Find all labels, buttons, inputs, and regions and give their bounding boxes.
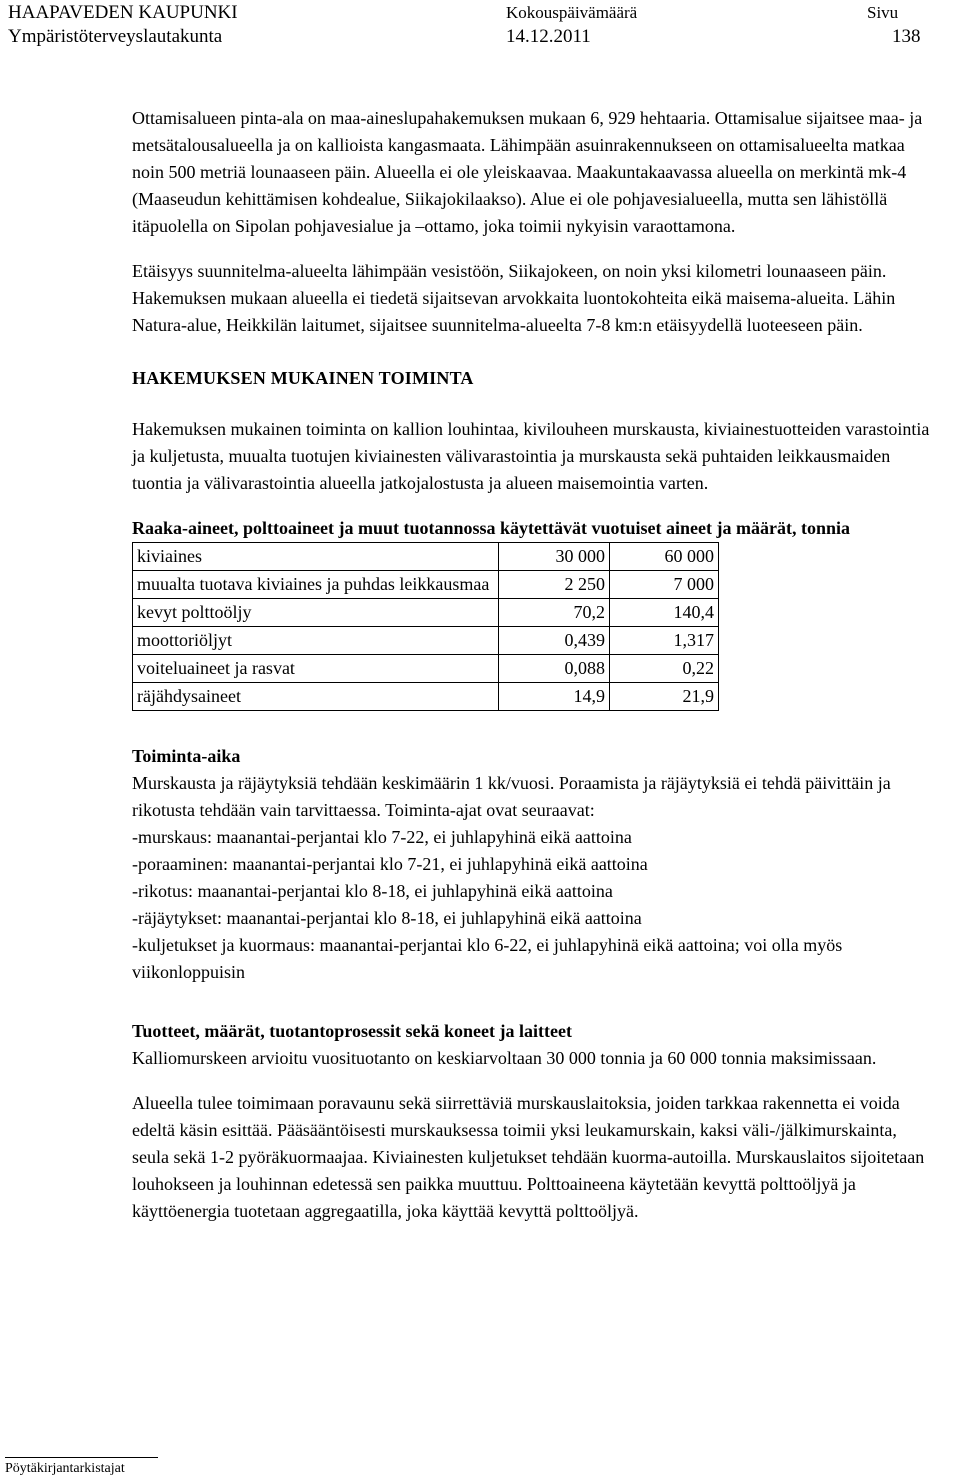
table-row <box>133 627 719 655</box>
amount-value: 70,2 <box>499 599 610 627</box>
operating-time-text: Murskausta ja räjäytyksiä tehdään keskimäärin 1 kk/vuosi. Poraamista ja räjäytyksiä ei tehdä päivittäin ja rikotusta tehdään vain tarvittaessa. Toiminta-ajat ovat seuraavat: <box>132 773 891 820</box>
amount-max-value: 140,4 <box>610 599 719 627</box>
footer-divider <box>5 1457 158 1458</box>
table-row <box>133 683 719 711</box>
paragraph-distances: Etäisyys suunnitelma-alueelta lähimpään vesistöön, Siikajokeen, on noin yksi kilometri lounaaseen päin. Hakemuksen mukaan alueella ei tiedetä sijaitsevan arvokkaita luontokohteita eikä maisema-alueita. Lähin Natura-alue, Heikkilän laitumet, sijaitsee suunnitelma-alueelta 7-8 km:n etäisyydellä luoteeseen päin. <box>132 261 896 335</box>
document-body <box>132 105 932 1225</box>
paragraph-area-description: Ottamisalueen pinta-ala on maa-aineslupahakemuksen mukaan 6, 929 hehtaaria. Ottamisalue sijaitsee maa- ja metsätalousalueella ja on kallioista kangasmaata. Lähimpään asuinrakennukseen on ottamisalueelta matkaa noin 500 metriä lounaaseen päin. Alueella ei ole yleiskaavaa. Maakuntakaavassa alueella on merkintä mk-4 (Maaseudun kehittämisen kohdealue, Siikajokilaakso). Alue ei ole pohjavesialueella, mutta sen lähistöllä itäpuolella on Sipolan pohjavesialue ja –ottamo, joka toimii nykyisin varaottamona. <box>132 108 923 236</box>
table-row <box>133 599 719 627</box>
page-label: Sivu <box>867 3 899 22</box>
products-paragraph: Kalliomurskeen arvioitu vuosituotanto on keskiarvoltaan 30 000 tonnia ja 60 000 tonnia maksimissaan. <box>132 1048 877 1068</box>
table-heading: Raaka-aineet, polttoaineet ja muut tuotannossa käytettävät vuotuiset aineet ja määrät, tonnia <box>132 518 850 538</box>
section-title: HAKEMUKSEN MUKAINEN TOIMINTA <box>132 368 474 388</box>
amount-max-value: 60 000 <box>610 543 719 571</box>
amount-value: 0,439 <box>499 627 610 655</box>
operating-time-heading: Toiminta-aika <box>132 746 241 766</box>
amount-max-value: 1,317 <box>610 627 719 655</box>
operating-time-item: -poraaminen: maanantai-perjantai klo 7-21, ei juhlapyhinä eikä aattoina <box>132 854 648 874</box>
operating-time-item: -murskaus: maanantai-perjantai klo 7-22, ei juhlapyhinä eikä aattoina <box>132 827 632 847</box>
materials-table <box>132 542 719 711</box>
amount-max-value: 0,22 <box>610 655 719 683</box>
meeting-date-label: Kokouspäivämäärä <box>506 3 638 22</box>
amount-max-value: 7 000 <box>610 571 719 599</box>
products-paragraph-machinery: Alueella tulee toimimaan poravaunu sekä siirrettäviä murskauslaitoksia, joiden tarkkaa rakennetta ei voida edeltä käsin esittää. Pääsääntöisesti murskauksessa toimii yksi leukamurskain, kaksi väli-/jälkimurskainta, seula sekä 1-2 pyöräkuormaajaa. Kiviainesten kuljetukset tehdään kuorma-autoilla. Murskauslaitos sijoitetaan louhokseen ja louhinnan edetessä sen paikka muuttuu. Polttoaineena käytetään kevyttä polttoöljyä ja käyttöenergia tuotetaan aggregaatilla, joka käyttää kevyttä polttoöljyä. <box>132 1093 925 1221</box>
table-row <box>133 543 719 571</box>
footer-label: Pöytäkirjantarkistajat <box>5 1461 125 1476</box>
material-name: moottoriöljyt <box>133 627 499 655</box>
org-name: HAAPAVEDEN KAUPUNKI <box>8 2 238 23</box>
table-row <box>133 655 719 683</box>
amount-value: 14,9 <box>499 683 610 711</box>
material-name: voiteluaineet ja rasvat <box>133 655 499 683</box>
meeting-date: 14.12.2011 <box>506 26 591 47</box>
material-name: kevyt polttoöljy <box>133 599 499 627</box>
page-number: 138 <box>892 26 921 47</box>
material-name: muualta tuotava kiviaines ja puhdas leikkausmaa <box>133 571 499 599</box>
material-name: räjähdysaineet <box>133 683 499 711</box>
material-name: kiviaines <box>133 543 499 571</box>
products-heading: Tuotteet, määrät, tuotantoprosessit sekä koneet ja laitteet <box>132 1021 572 1041</box>
amount-max-value: 21,9 <box>610 683 719 711</box>
paragraph-operation: Hakemuksen mukainen toiminta on kallion louhintaa, kivilouheen murskausta, kiviainestuotteiden varastointia ja kuljetusta, muualta tuotujen kiviainesten välivarastointia ja murskausta sekä puhtaiden leikkausmaiden tuontia ja välivarastointia alueella jatkojalostusta ja alueen maisemointia varten. <box>132 419 930 493</box>
table-row <box>133 571 719 599</box>
operating-time-item: -räjäytykset: maanantai-perjantai klo 8-18, ei juhlapyhinä eikä aattoina <box>132 908 642 928</box>
operating-time-item: -rikotus: maanantai-perjantai klo 8-18, ei juhlapyhinä eikä aattoina <box>132 881 613 901</box>
amount-value: 2 250 <box>499 571 610 599</box>
department-name: Ympäristöterveyslautakunta <box>8 26 223 47</box>
amount-value: 0,088 <box>499 655 610 683</box>
amount-value: 30 000 <box>499 543 610 571</box>
operating-time-item: -kuljetukset ja kuormaus: maanantai-perjantai klo 6-22, ei juhlapyhinä eikä aattoina; voi olla myös viikonloppuisin <box>132 935 843 982</box>
